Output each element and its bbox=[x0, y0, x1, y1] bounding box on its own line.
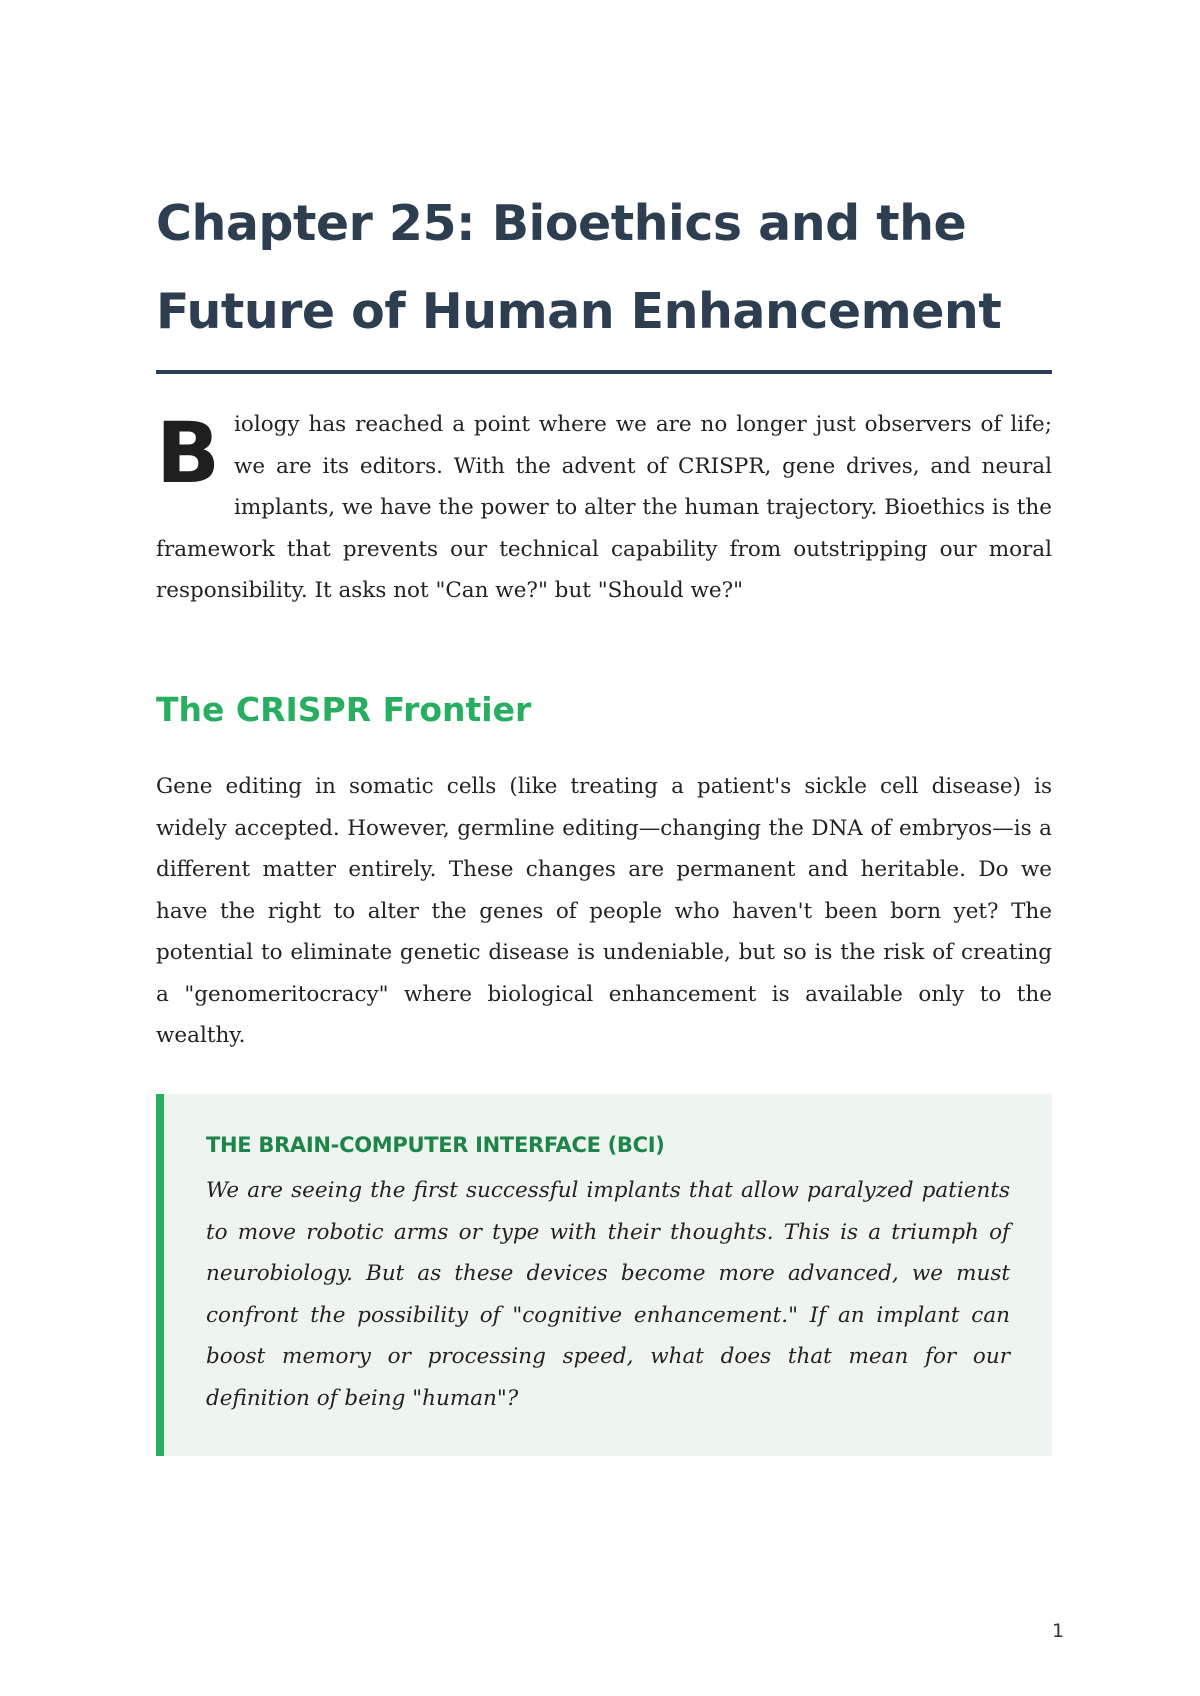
page-number: 1 bbox=[1052, 1620, 1065, 1642]
callout-text: We are seeing the first successful implants that allow paralyzed patients to move robotic arms or type with their thoughts. This is a triumph of neurobiology. But as these devices become more advanced, we must confront the possibility of "cognitive enhancement." If an implant can boost memory or processing speed, what does that mean for our definition of being "human"? bbox=[206, 1178, 1010, 1411]
intro-paragraph bbox=[156, 404, 1052, 612]
intro-text: iology has reached a point where we are no longer just observers of life; we are its editors. With the advent of CRISPR, gene drives, and neural implants, we have the power to alter the human trajectory. Bioethics is the framework that prevents our technical capability from outstripping our moral responsibility. It asks not "Can we?" but "Should we?" bbox=[156, 412, 1052, 603]
section-heading-crispr: The CRISPR Frontier bbox=[156, 690, 532, 729]
crispr-paragraph: Gene editing in somatic cells (like treating a patient's sickle cell disease) is widely accepted. However, germline editing—changing the DNA of embryos—is a different matter entirely. These changes are permanent and heritable. Do we have the right to alter the genes of people who haven't been born yet? The potential to eliminate genetic disease is undeniable, but so is the risk of creating a "genomeritocracy" where biological enhancement is available only to the wealthy. bbox=[156, 774, 1052, 1048]
bci-callout-box bbox=[156, 1094, 1052, 1456]
chapter-title: Chapter 25: Bioethics and the Future of Human Enhancement bbox=[156, 195, 1002, 340]
callout-title: THE BRAIN-COMPUTER INTERFACE (BCI) bbox=[206, 1133, 665, 1157]
drop-cap: B bbox=[156, 404, 221, 502]
title-divider bbox=[156, 370, 1052, 374]
